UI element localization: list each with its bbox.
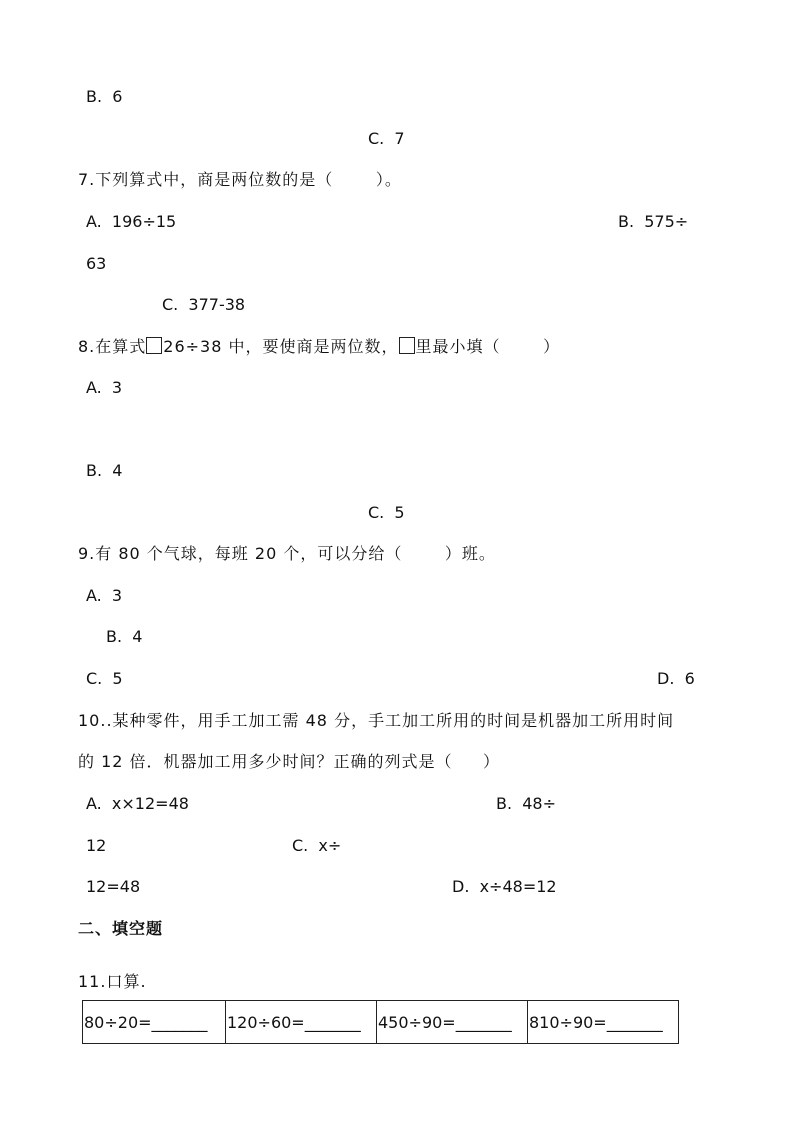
q10-option-c-continued: 12=48 <box>86 877 141 896</box>
q10-question-line2: 的 12 倍．机器加工用多少时间？正确的列式是（ ） <box>78 752 500 771</box>
q7-question: 7.下列算式中，商是两位数的是（ ）。 <box>78 170 402 189</box>
q8-question-suffix: 里最小填（ ） <box>415 337 561 356</box>
table-cell[interactable]: 810÷90=_______ <box>528 1001 679 1044</box>
q10-option-c: C. x÷ <box>292 836 342 855</box>
q6-option-c: C. 7 <box>368 129 405 148</box>
q9-option-b: B. 4 <box>106 627 143 646</box>
q8-question-middle: 26÷38 中，要使商是两位数， <box>163 337 399 356</box>
blank-box-icon <box>399 337 415 354</box>
table-cell[interactable]: 450÷90=_______ <box>377 1001 528 1044</box>
q11-question: 11.口算. <box>78 972 147 991</box>
q7-option-b-continued: 63 <box>86 254 107 273</box>
q10-question-line1: 10..某种零件，用手工加工需 48 分，手工加工所用的时间是机器加工所用时间 <box>78 711 675 730</box>
q7-option-b: B. 575÷ <box>618 212 689 231</box>
q8-question-prefix: 8.在算式 <box>78 337 147 356</box>
q10-option-b-continued: 12 <box>86 836 107 855</box>
table-row <box>83 1001 679 1044</box>
q8-option-a: A. 3 <box>86 378 123 397</box>
q9-option-d: D. 6 <box>657 669 695 688</box>
q7-option-c: C. 377-38 <box>162 295 246 314</box>
q8-option-c: C. 5 <box>368 503 405 522</box>
section-title: 二、填空题 <box>78 919 164 938</box>
q9-question: 9.有 80 个气球，每班 20 个，可以分给（ ）班。 <box>78 544 496 563</box>
table-cell[interactable]: 120÷60=_______ <box>226 1001 377 1044</box>
blank-box-icon <box>146 337 162 354</box>
q9-option-a: A. 3 <box>86 586 123 605</box>
q6-option-b: B. 6 <box>86 87 123 106</box>
q7-option-a: A. 196÷15 <box>86 212 177 231</box>
q9-option-c: C. 5 <box>86 669 123 688</box>
table-cell[interactable]: 80÷20=_______ <box>83 1001 226 1044</box>
q8-option-b: B. 4 <box>86 461 123 480</box>
q8-question <box>78 337 560 357</box>
q10-option-d: D. x÷48=12 <box>452 877 557 896</box>
q10-option-b: B. 48÷ <box>496 794 556 813</box>
mental-math-table <box>82 1000 679 1044</box>
q10-option-a: A. x×12=48 <box>86 794 189 813</box>
